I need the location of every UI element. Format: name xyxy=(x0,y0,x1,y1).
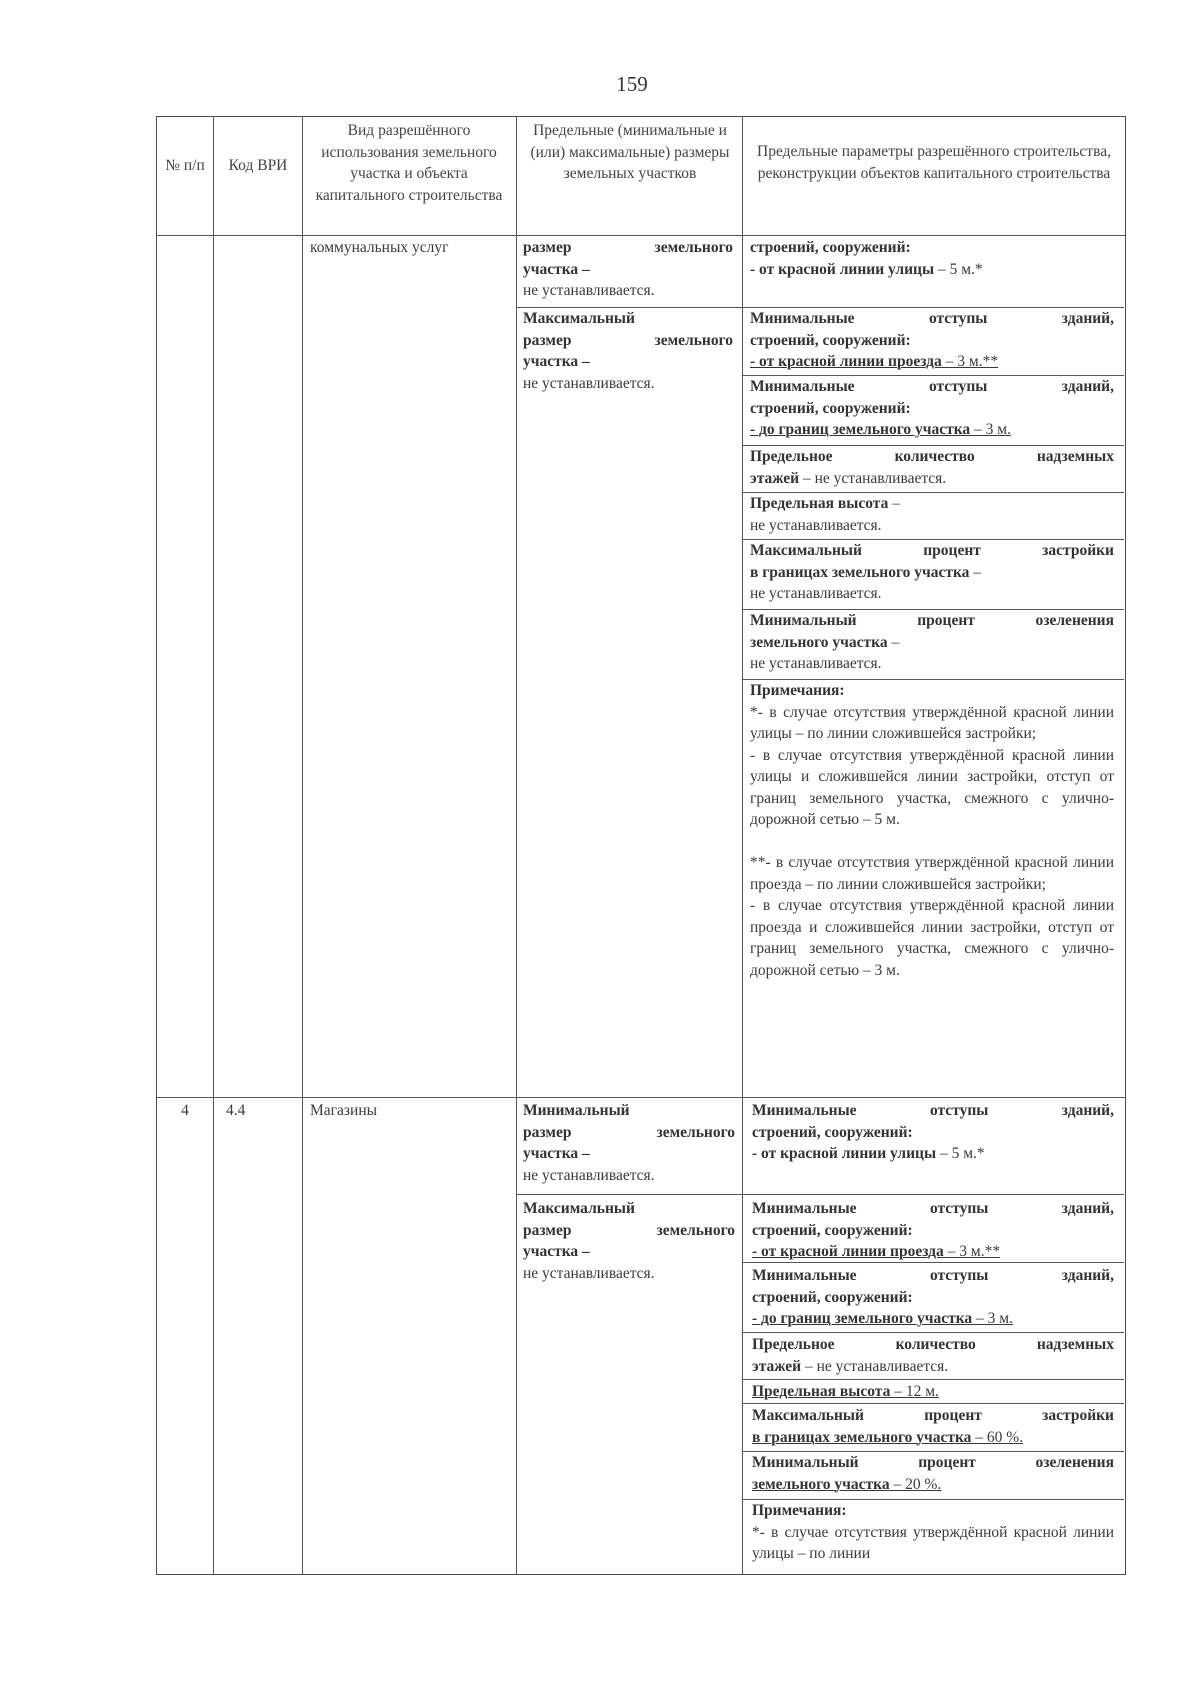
row3-kind: коммунальных услуг xyxy=(310,239,449,256)
row3-param-floors: Предельное количество надземных этажей – не устанавливается. xyxy=(750,448,1114,487)
header-code: Код ВРИ xyxy=(228,157,288,174)
column-divider xyxy=(213,116,214,1574)
row3-size-min: размер земельного участка – не устанавливается. xyxy=(523,239,733,299)
row-divider xyxy=(516,1194,743,1195)
column-divider xyxy=(742,116,743,1574)
row3-size-max: Максимальный размер земельного участка – не устанавливается. xyxy=(523,310,733,392)
row4-param-setback-passage: Минимальные отступы зданий, строений, сооружений: - от красной линии проезда – 3 м.** xyxy=(752,1200,1114,1260)
row3-param-setback-passage: Минимальные отступы зданий, строений, сооружений: - от красной линии проезда – 3 м.** xyxy=(750,310,1114,370)
row4-param-height: Предельная высота – 12 м. xyxy=(752,1383,939,1400)
row4-param-greening: Минимальный процент озеленения земельного участка – 20 %. xyxy=(752,1454,1114,1493)
row3-param-setback-street: строений, сооружений: - от красной линии улицы – 5 м.* xyxy=(750,239,983,278)
column-divider xyxy=(302,116,303,1574)
header-params: Предельные параметры разрешённого строительства, реконструкции объектов капитального строительства xyxy=(757,143,1111,182)
row-divider xyxy=(156,1097,1125,1098)
header-kind: Вид разрешённого использования земельного участка и объекта капитального строительства xyxy=(315,122,503,204)
row4-param-setback-boundary: Минимальные отступы зданий, строений, сооружений: - до границ земельного участка – 3 м. xyxy=(752,1267,1114,1327)
row3-param-greening: Минимальный процент озеленения земельного участка – не устанавливается. xyxy=(750,612,1114,672)
row4-param-setback-street: Минимальные отступы зданий, строений, сооружений: - от красной линии улицы – 5 м.* xyxy=(752,1102,1114,1162)
column-divider xyxy=(516,116,517,1574)
row-divider xyxy=(742,1194,1124,1195)
row4-size-max: Максимальный размер земельного участка – не устанавливается. xyxy=(523,1200,735,1282)
row4-size-min: Минимальный размер земельного участка – не устанавливается. xyxy=(523,1102,735,1184)
row4-notes: Примечания: *- в случае отсутствия утверждённой красной линии улицы – по линии xyxy=(752,1502,1114,1562)
row4-param-coverage: Максимальный процент застройки в границах земельного участка – 60 %. xyxy=(752,1407,1114,1446)
row4-code: 4.4 xyxy=(226,1102,246,1119)
row3-param-height: Предельная высота – не устанавливается. xyxy=(750,495,900,534)
header-sizes: Предельные (минимальные и (или) максимальные) размеры земельных участков xyxy=(530,122,730,182)
row-divider xyxy=(742,1262,1124,1263)
row4-param-floors: Предельное количество надземных этажей – не устанавливается. xyxy=(752,1336,1114,1375)
header-num: № п/п xyxy=(165,157,205,174)
page-number: 159 xyxy=(616,72,648,96)
row3-param-coverage: Максимальный процент застройки в границах земельного участка – не устанавливается. xyxy=(750,542,1114,602)
row3-param-setback-boundary: Минимальные отступы зданий, строений, сооружений: - до границ земельного участка – 3 м. xyxy=(750,378,1114,438)
row3-notes: Примечания: *- в случае отсутствия утверждённой красной линии улицы – по линии сложившейся застройки; - в случае отсутствия утверждённой красной линии улицы и сложившейся линии застройки, отступ от границ земельного участка, смежного с улично-дорожной сетью – 5 м. **- в случае отсутствия утверждённой красной линии проезда – по линии сложившейся застройки; - в случае отсутствия утверждённой красной линии проезда и сложившейся линии застройки, отступ от границ земельного участка, смежного с улично-дорожной сетью – 3 м. xyxy=(750,682,1114,979)
row4-kind: Магазины xyxy=(310,1102,378,1119)
row4-num: 4 xyxy=(181,1102,189,1119)
